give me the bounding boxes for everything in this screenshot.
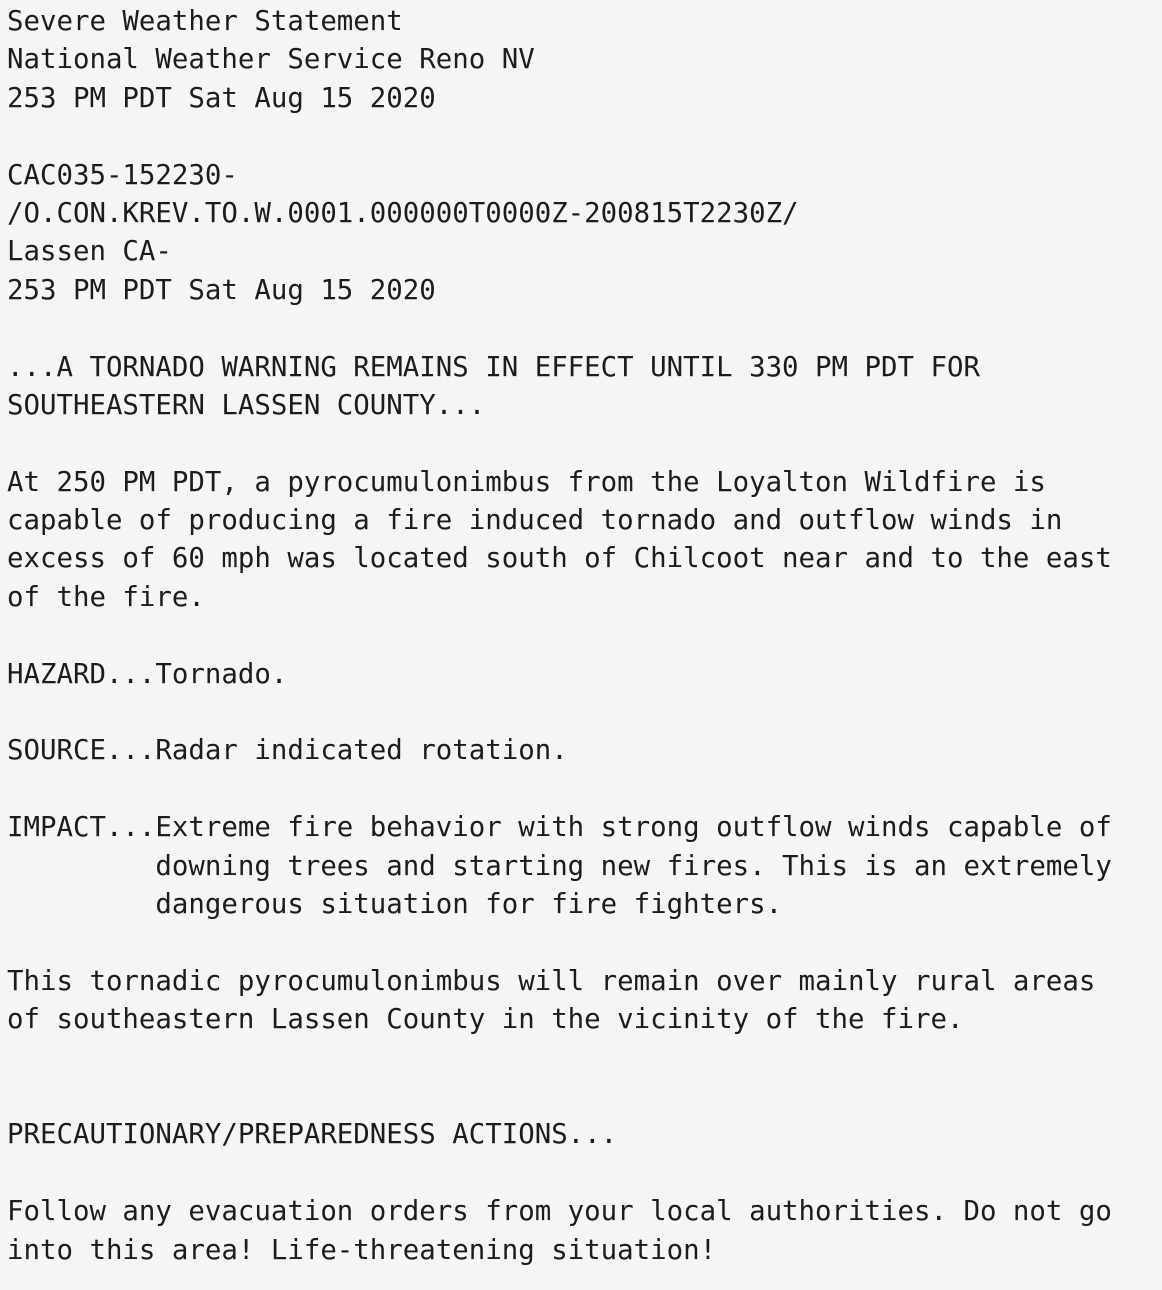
location-paragraph <box>7 963 1157 1040</box>
vtec-code: /O.CON.KREV.TO.W.0001.000000T0000Z-200815T2230Z/ <box>7 197 799 229</box>
headline <box>7 349 1157 426</box>
location-line: of southeastern Lassen County in the vicinity of the fire. <box>7 1004 964 1036</box>
impact-line: dangerous situation for fire fighters. <box>7 888 783 920</box>
situation-paragraph <box>7 464 1157 618</box>
precautions-line: into this area! Life-threatening situation! <box>7 1234 717 1266</box>
product-title: Severe Weather Statement <box>7 6 403 37</box>
blank-line <box>7 924 1157 962</box>
impact-paragraph <box>7 809 1157 924</box>
blank-line <box>7 1155 1157 1193</box>
hazard-line: HAZARD...Tornado. <box>7 658 288 690</box>
impact-line: IMPACT...Extreme fire behavior with strong outflow winds capable of <box>7 812 1112 844</box>
blank-line <box>7 1040 1157 1078</box>
issue-time: 253 PM PDT Sat Aug 15 2020 <box>7 82 436 114</box>
situation-line: of the fire. <box>7 581 205 613</box>
location-line: This tornadic pyrocumulonimbus will remain over mainly rural areas <box>7 965 1096 997</box>
area-name: Lassen CA- <box>7 236 172 268</box>
headline-line: SOUTHEASTERN LASSEN COUNTY... <box>7 389 486 421</box>
blank-line <box>7 118 1157 156</box>
issuing-office: National Weather Service Reno NV <box>7 44 535 76</box>
source-line: SOURCE...Radar indicated rotation. <box>7 735 568 767</box>
blank-line <box>7 1078 1157 1116</box>
ugc-code: CAC035-152230- <box>7 159 238 191</box>
impact-line: downing trees and starting new fires. This is an extremely <box>7 850 1112 882</box>
statement-header <box>7 3 1157 118</box>
precautions-section <box>7 1116 1157 1270</box>
situation-line: capable of producing a fire induced tornado and outflow winds in <box>7 505 1063 537</box>
precautions-heading: PRECAUTIONARY/PREPAREDNESS ACTIONS... <box>7 1119 618 1151</box>
blank-line <box>7 694 1157 732</box>
blank-line <box>7 310 1157 348</box>
blank-line <box>7 617 1157 655</box>
headline-line: ...A TORNADO WARNING REMAINS IN EFFECT UNTIL 330 PM PDT FOR <box>7 351 980 383</box>
precautions-line: Follow any evacuation orders from your local authorities. Do not go <box>7 1196 1112 1228</box>
statement-codes <box>7 157 1157 311</box>
codes-issue-time: 253 PM PDT Sat Aug 15 2020 <box>7 274 436 306</box>
weather-statement-document <box>7 3 1157 1270</box>
situation-line: excess of 60 mph was located south of Chilcoot near and to the east <box>7 543 1112 575</box>
situation-line: At 250 PM PDT, a pyrocumulonimbus from the Loyalton Wildfire is <box>7 466 1046 498</box>
blank-line <box>7 425 1157 463</box>
blank-line <box>7 771 1157 809</box>
